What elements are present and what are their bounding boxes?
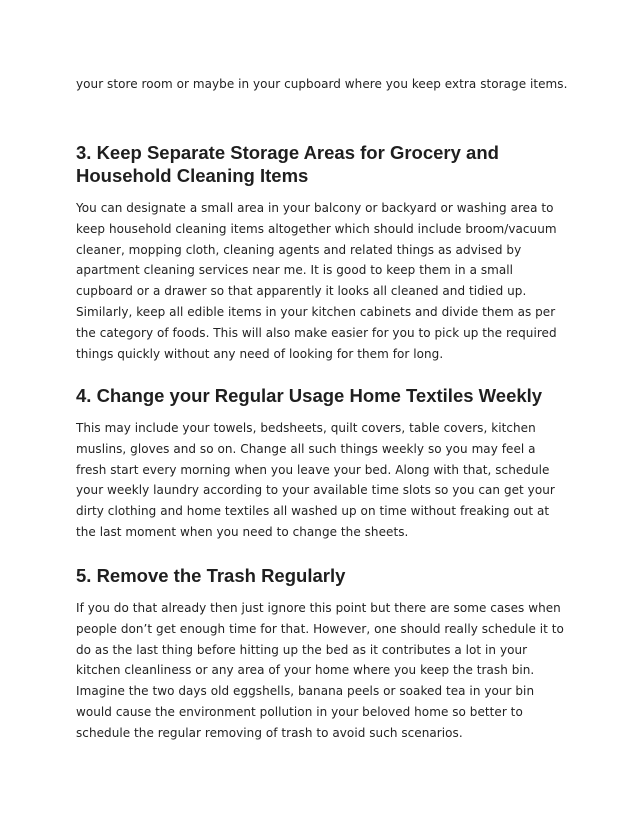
section-5-heading: 5. Remove the Trash Regularly [76, 565, 346, 586]
section-3-heading: 3. Keep Separate Storage Areas for Grocery and Household Cleaning Items [76, 142, 499, 186]
section-3-paragraph: You can designate a small area in your balcony or backyard or washing area to keep household cleaning items altogether which should include broom/vacuum cleaner, mopping cloth, cleaning agents and related things as advised by apartment cleaning services near me. It is good to keep them in a small cupboard or a drawer so that apparently it looks all cleaned and tidied up. Similarly, keep all edible items in your kitchen cabinets and divide them as per the category of foods. This will also make easier for you to pick up the required things quickly without any need of looking for them for long. [76, 201, 557, 361]
section-3-body [76, 198, 568, 364]
section-5-paragraph: If you do that already then just ignore this point but there are some cases when people don’t get enough time for that. However, one should really schedule it to do as the last thing before hitting up the bed as it contributes a lot in your kitchen cleanliness or any area of your home where you keep the trash bin. Imagine the two days old eggshells, banana peels or soaked tea in your bin would cause the environment pollution in your beloved home so better to schedule the regular removing of trash to avoid such scenarios. [76, 601, 564, 740]
section-4-body [76, 418, 568, 543]
intro-paragraph-block [76, 74, 568, 95]
section-5-body [76, 598, 568, 744]
section-4-heading: 4. Change your Regular Usage Home Textiles Weekly [76, 385, 543, 406]
section-4-paragraph: This may include your towels, bedsheets, quilt covers, table covers, kitchen muslins, gloves and so on. Change all such things weekly so you may feel a fresh start every morning when you leave your bed. Along with that, schedule your weekly laundry according to your available time slots so you can get your dirty clothing and home textiles all washed up on time without freaking out at the last moment when you need to change the sheets. [76, 421, 555, 539]
intro-paragraph: your store room or maybe in your cupboard where you keep extra storage items. [76, 77, 568, 91]
